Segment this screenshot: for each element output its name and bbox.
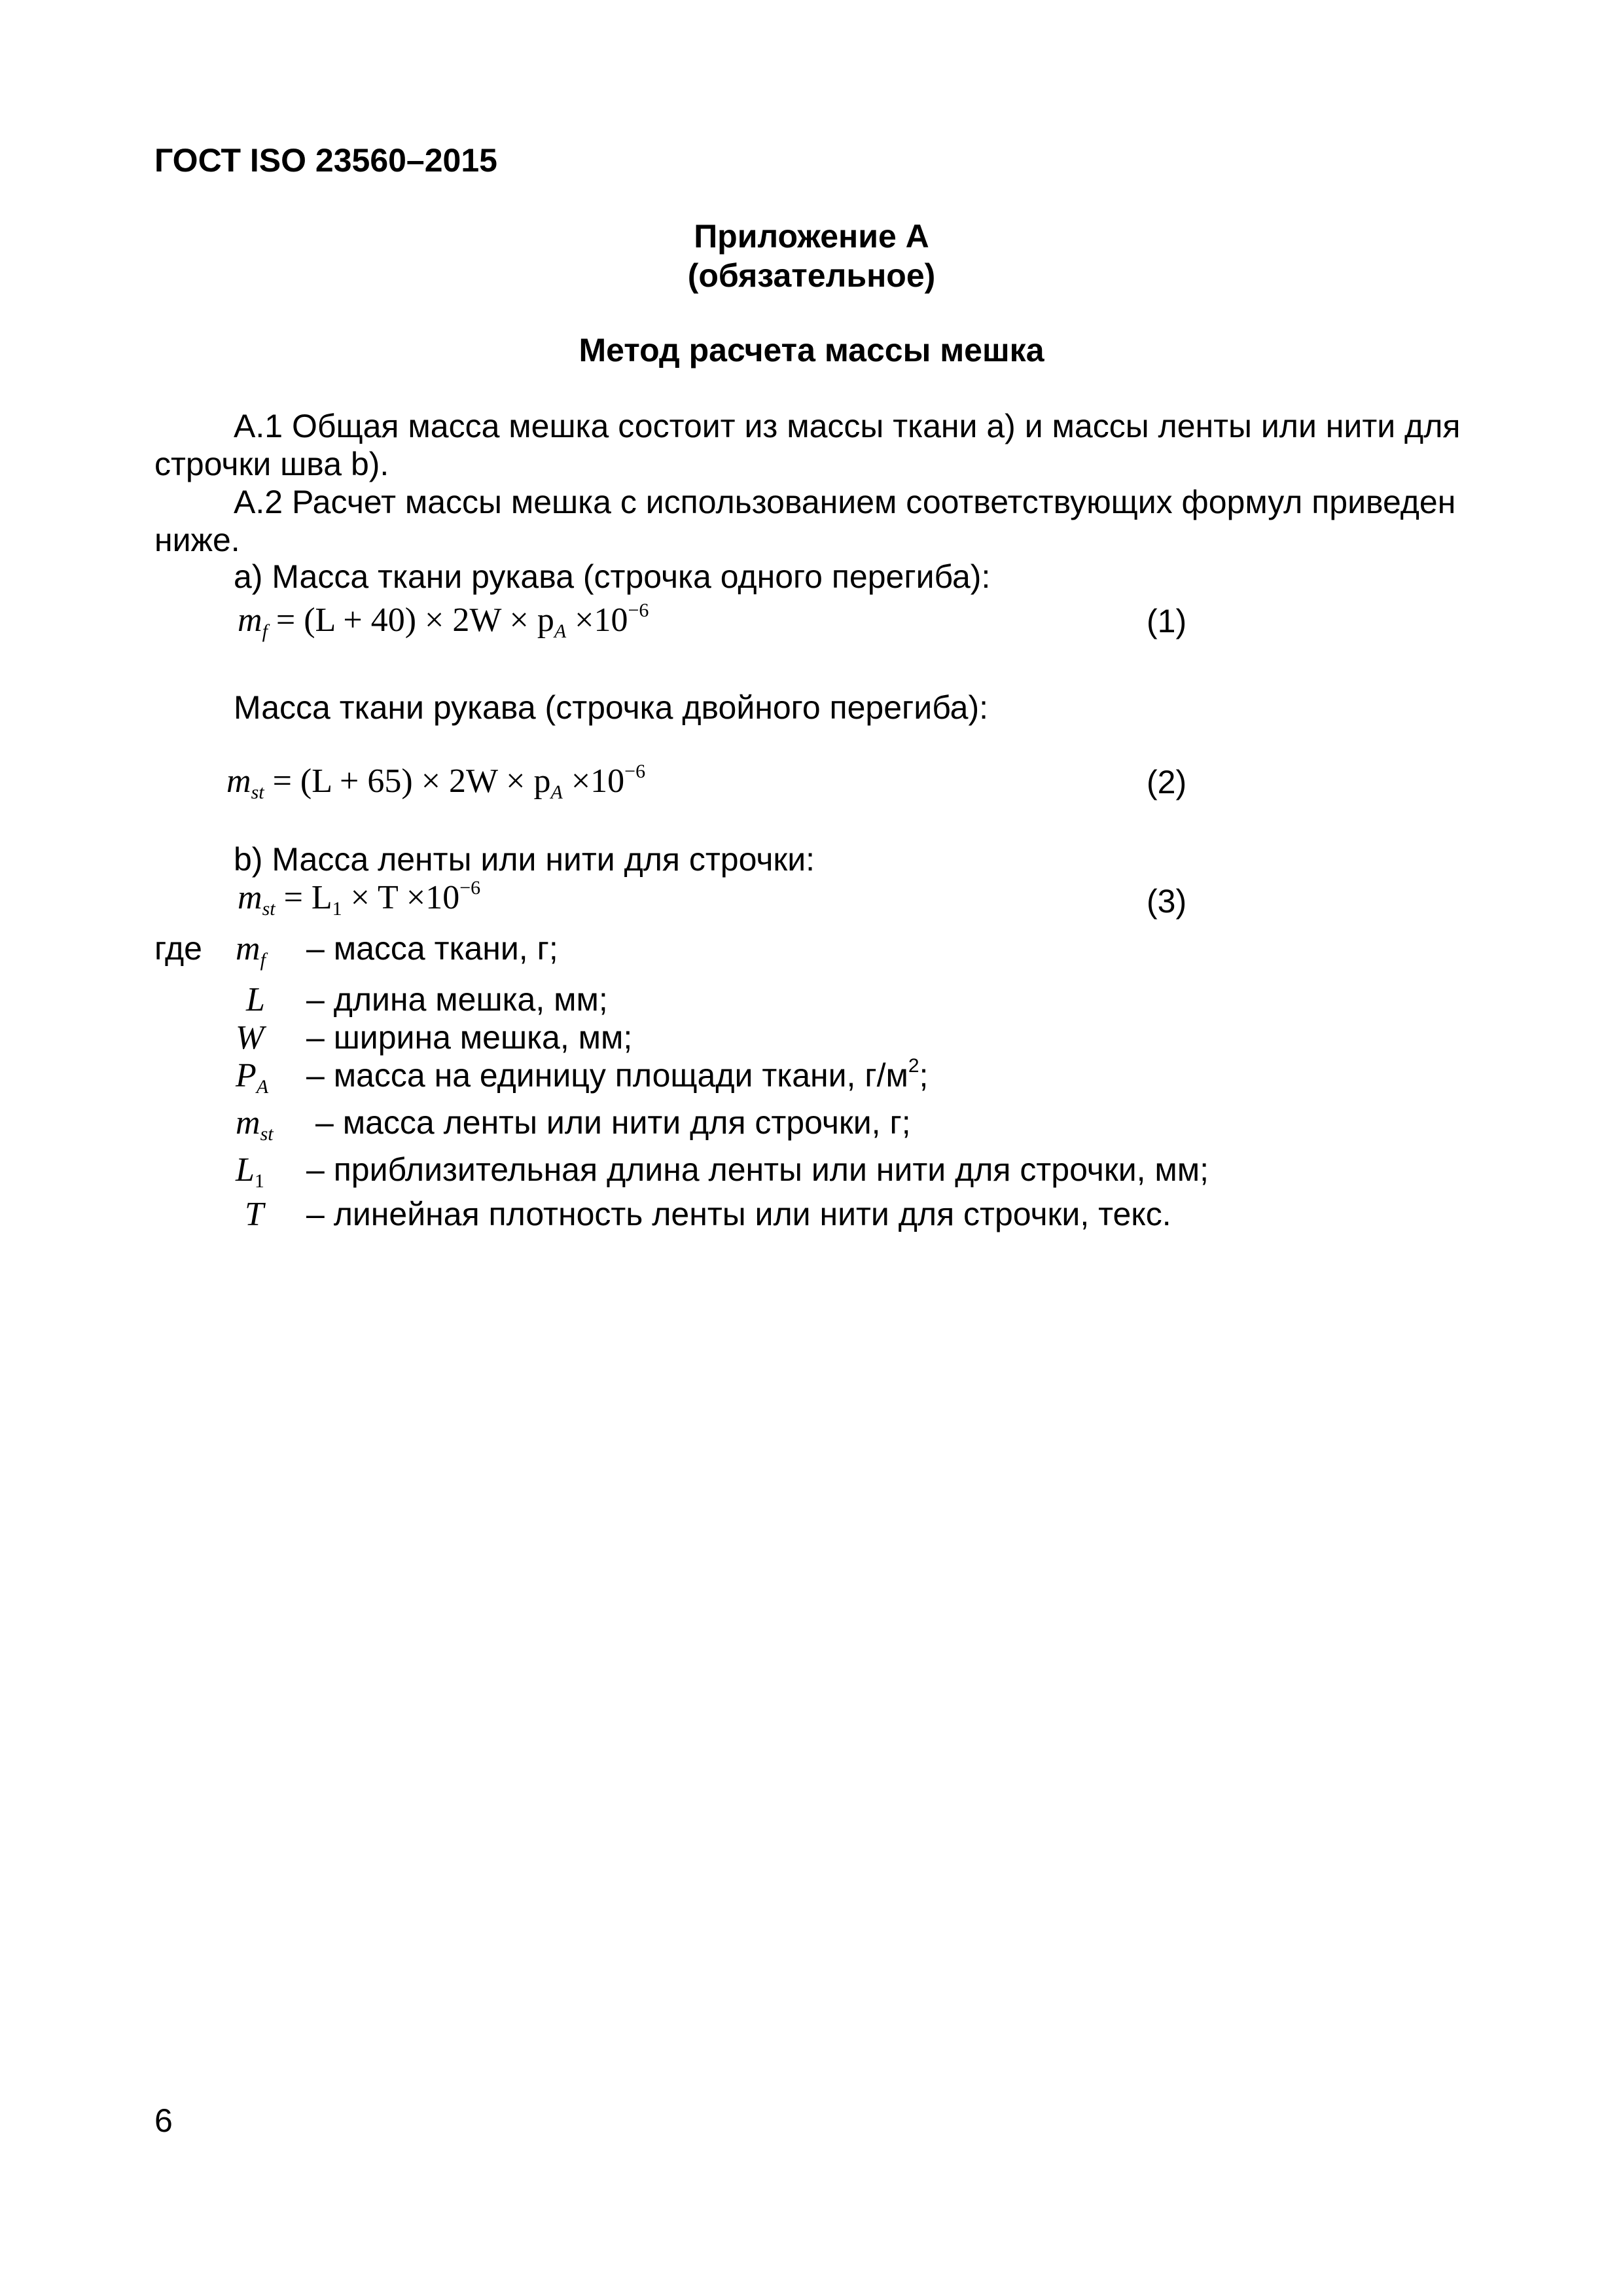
def-1-text: – масса ткани, г; <box>306 930 558 967</box>
eq2-exp: −6 <box>624 761 646 782</box>
def-4-symbol: $P_A$ <box>236 1057 269 1098</box>
eq1-lhs-sub: f <box>262 620 268 642</box>
eq3-lhs: m <box>238 879 262 916</box>
paragraph-a1-line1: А.1 Общая масса мешка состоит из массы ткани а) и массы ленты или нити для <box>234 408 1461 444</box>
def-6-symbol: $L_1$ <box>236 1151 264 1192</box>
annex-title: Приложение А <box>694 218 929 255</box>
def-3-symbol: W <box>236 1019 264 1056</box>
def-5-symbol: $m_{st}$ <box>236 1104 274 1145</box>
def-3-text: – ширина мешка, мм; <box>306 1019 633 1056</box>
eq1-sub: A <box>554 620 567 642</box>
paragraph-a1-line2: строчки шва b). <box>154 446 389 482</box>
eq1-expr: = (L + 40) × 2W × p <box>276 601 554 639</box>
equation-2 <box>226 761 646 803</box>
annex-status: (обязательное) <box>687 257 936 294</box>
def-6-text: – приблизительная длина ленты или нити для строчки, мм; <box>306 1151 1209 1188</box>
def-4-text: – масса на единицу площади ткани, $г/м^2$; <box>306 1055 929 1094</box>
eq2-sub: A <box>550 781 563 803</box>
eq3-tail: × T ×10 <box>350 879 460 916</box>
def-5-text: – масса ленты или нити для строчки, г; <box>315 1104 911 1141</box>
eq1-exp: −6 <box>628 600 649 621</box>
def-2-text: – длина мешка, мм; <box>306 981 608 1018</box>
section-heading: Метод расчета массы мешка <box>579 332 1044 368</box>
eq2-lhs-sub: st <box>251 781 264 803</box>
eq1-lhs: m <box>238 601 262 639</box>
eq3-expr: = L <box>283 879 332 916</box>
eq2-tail: ×10 <box>571 762 625 800</box>
paragraph-a2-line1: А.2 Расчет массы мешка с использованием соответствующих формул приведен <box>234 484 1456 520</box>
equation-3-number: (3) <box>1147 883 1187 920</box>
eq3-exp: −6 <box>459 877 481 899</box>
eq3-lhs-sub: st <box>262 898 276 920</box>
item-a-text: а) Масса ткани рукава (строчка одного перегиба): <box>234 558 991 595</box>
document-id: ГОСТ ISO 23560–2015 <box>154 142 497 179</box>
eq2-lhs: m <box>226 762 251 800</box>
where-label: где <box>154 930 202 967</box>
def-1-symbol: $m_f$ <box>236 930 266 971</box>
item-b-text: b) Масса ленты или нити для строчки: <box>234 841 815 878</box>
def-2-symbol: L <box>246 981 265 1018</box>
equation-1 <box>238 600 649 642</box>
eq2-expr: = (L + 65) × 2W × p <box>272 762 551 800</box>
page-number: 6 <box>154 2102 173 2139</box>
paragraph-a2-line2: ниже. <box>154 522 240 558</box>
def-7-text: – линейная плотность ленты или нити для строчки, текс. <box>306 1196 1171 1232</box>
equation-2-number: (2) <box>1147 764 1187 800</box>
eq1-tail: ×10 <box>575 601 628 639</box>
item-a2-text: Масса ткани рукава (строчка двойного перегиба): <box>234 689 989 726</box>
equation-3 <box>238 877 481 920</box>
equation-1-number: (1) <box>1147 603 1187 639</box>
def-7-symbol: T <box>245 1196 264 1233</box>
eq3-sub: 1 <box>332 898 342 920</box>
